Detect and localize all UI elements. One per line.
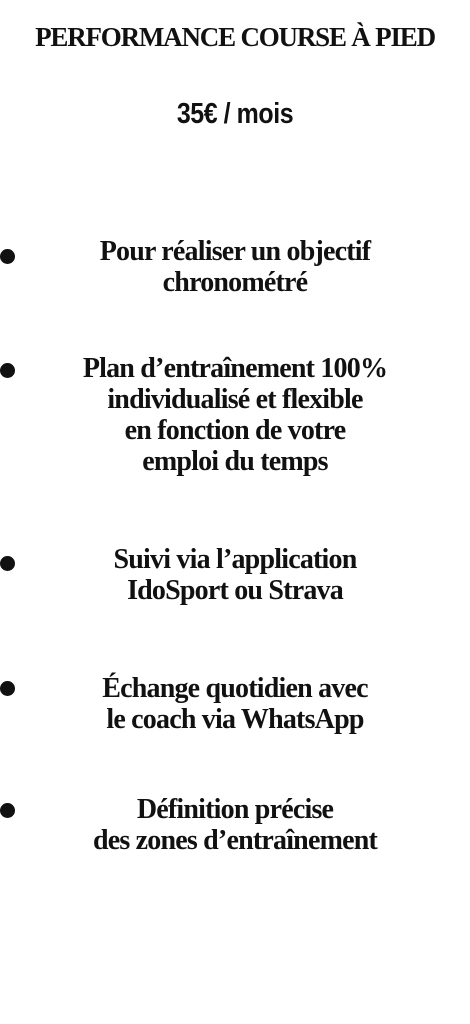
bullet-icon — [0, 249, 15, 264]
feature-text: Suivi via l’application IdoSport ou Strava — [113, 544, 357, 606]
bullet-icon — [0, 803, 15, 818]
plan-title: PERFORMANCE COURSE À PIED — [35, 22, 435, 52]
feature-text: Pour réaliser un objectif chronométré — [99, 236, 371, 298]
plan-price: 35€ / mois — [176, 98, 294, 130]
bullet-icon — [0, 363, 15, 378]
feature-text: Plan d’entraînement 100% individualisé et flexible en fonction de votre emploi du temps — [82, 353, 388, 477]
feature-text: Définition précise des zones d’entraînement — [92, 794, 378, 856]
feature-text: Échange quotidien avec le coach via WhatsApp — [102, 673, 368, 735]
bullet-icon — [0, 681, 15, 696]
bullet-icon — [0, 556, 15, 571]
